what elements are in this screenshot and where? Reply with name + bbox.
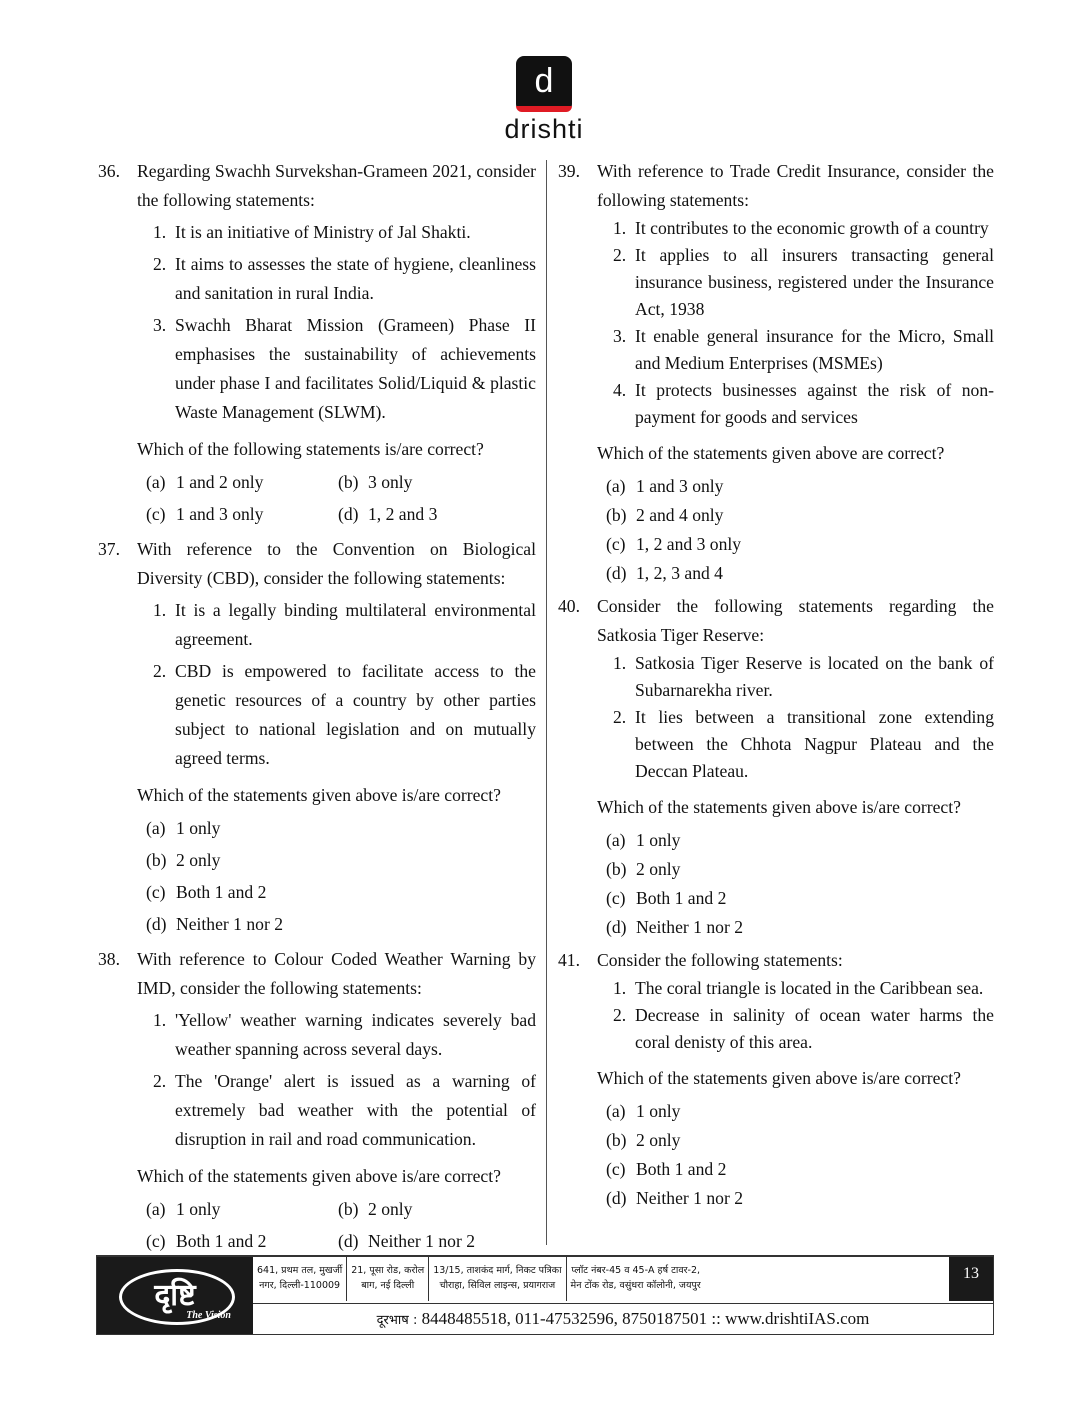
statement-list — [613, 975, 994, 1056]
option — [606, 884, 994, 913]
address-list — [253, 1257, 949, 1301]
statement-text: It is an initiative of Ministry of Jal Shakti. — [175, 222, 471, 242]
question-number: 39. — [558, 161, 580, 181]
question-prompt: Which of the following statements is/are correct? — [137, 439, 484, 459]
statement-text: It enable general insurance for the Micro, Small and Medium Enterprises (MSMEs) — [635, 326, 994, 373]
footer — [96, 1255, 994, 1335]
option — [146, 1227, 338, 1256]
option-label: (c) — [146, 1231, 166, 1251]
question-text: With reference to Trade Credit Insurance, consider the following statements: — [597, 161, 994, 210]
option-list — [606, 472, 994, 588]
option — [606, 559, 994, 588]
option — [146, 814, 536, 843]
statement-number: 2. — [153, 254, 167, 274]
address-line: मेन टोंक रोड, वसुंधरा कॉलोनी, जयपुर — [570, 1280, 701, 1291]
drishti-logo — [497, 56, 591, 145]
option — [606, 1126, 994, 1155]
statement-text: The coral triangle is located in the Caribbean sea. — [635, 978, 984, 998]
logo-tagline: The Vision — [186, 1310, 231, 1321]
statement-list — [613, 650, 994, 785]
option — [146, 1195, 338, 1224]
option — [146, 910, 536, 939]
option — [606, 1097, 994, 1126]
statement-text: It protects businesses against the risk of non-payment for goods and services — [635, 380, 994, 427]
question-text: Regarding Swachh Survekshan-Grameen 2021, consider the following statements: — [137, 161, 536, 210]
option — [146, 468, 338, 497]
question-prompt: Which of the statements given above is/are correct? — [597, 1068, 961, 1088]
option-text: Both 1 and 2 — [176, 1231, 267, 1251]
question-header — [558, 592, 994, 650]
option-label: (d) — [606, 917, 627, 937]
statement-number: 1. — [613, 218, 627, 238]
option-text: Both 1 and 2 — [636, 1159, 727, 1179]
option-text: Both 1 and 2 — [636, 888, 727, 908]
option-text: 1 only — [176, 818, 221, 838]
option-label: (b) — [606, 505, 627, 525]
logo-word: दृष्टि — [154, 1278, 196, 1313]
question-prompt: Which of the statements given above is/are correct? — [137, 785, 501, 805]
option-list — [146, 468, 536, 529]
address-line: नगर, दिल्ली-110009 — [259, 1280, 341, 1291]
statement-number: 2. — [613, 707, 627, 727]
option-text: 1 and 3 only — [176, 504, 264, 524]
option-label: (d) — [606, 1188, 627, 1208]
option — [606, 530, 994, 559]
option-label: (c) — [146, 504, 166, 524]
option-text: 1 only — [636, 830, 681, 850]
option — [606, 1184, 994, 1213]
statement-number: 2. — [613, 1005, 627, 1025]
option-text: Both 1 and 2 — [176, 882, 267, 902]
statement — [613, 242, 994, 323]
statement-text: The 'Orange' alert is issued as a warning of extremely bad weather with the potential of disruption in rail and road communication. — [175, 1071, 536, 1149]
option-text: Neither 1 nor 2 — [176, 914, 283, 934]
address-line: चौराहा, सिविल लाइन्स, प्रयागराज — [439, 1280, 556, 1291]
statement — [613, 650, 994, 704]
option-label: (a) — [606, 830, 626, 850]
address-line: प्लॉट नंबर-45 व 45-A हर्ष टावर-2, — [571, 1265, 701, 1276]
option — [606, 855, 994, 884]
question — [98, 945, 536, 1256]
statement — [153, 1006, 536, 1064]
statement-text: 'Yellow' weather warning indicates severely bad weather spanning across several days. — [175, 1010, 536, 1059]
option-list — [146, 814, 536, 939]
address-item — [347, 1257, 429, 1301]
option-text: 2 only — [176, 850, 221, 870]
question-number: 38. — [98, 949, 120, 969]
statement — [153, 1067, 536, 1154]
question-number: 37. — [98, 539, 120, 559]
address-line: बाग, नई दिल्ली — [361, 1280, 415, 1291]
address-line: 641, प्रथम तल, मुखर्जी — [257, 1265, 343, 1276]
option-text: 1 and 3 only — [636, 476, 724, 496]
option — [146, 878, 536, 907]
option-text: Neither 1 nor 2 — [368, 1231, 475, 1251]
logo-red-bar — [516, 106, 572, 112]
option-label: (b) — [338, 472, 359, 492]
address-item — [429, 1257, 566, 1301]
statement-number: 2. — [613, 245, 627, 265]
address-item — [567, 1257, 705, 1301]
option-label: (a) — [146, 472, 166, 492]
question — [558, 946, 994, 1213]
question-text: With reference to the Convention on Biological Diversity (CBD), consider the following statements: — [137, 539, 536, 588]
option-label: (b) — [146, 850, 167, 870]
question-header — [558, 157, 994, 215]
option-label: (c) — [146, 882, 166, 902]
option-label: (d) — [146, 914, 167, 934]
option-label: (a) — [146, 1199, 166, 1219]
option-text: 3 only — [368, 472, 413, 492]
statement-text: It applies to all insurers transacting general insurance business, registered under the Insurance Act, 1938 — [635, 245, 994, 319]
option-text: 1 and 2 only — [176, 472, 264, 492]
statement — [153, 596, 536, 654]
option-label: (c) — [606, 534, 626, 554]
question — [98, 157, 536, 529]
question-number: 40. — [558, 596, 580, 616]
statement-number: 2. — [153, 1071, 167, 1091]
question — [558, 157, 994, 588]
option — [146, 846, 536, 875]
option-label: (b) — [606, 859, 627, 879]
address-line: 21, पूसा रोड, करोल — [351, 1265, 425, 1276]
option-text: 2 and 4 only — [636, 505, 724, 525]
statement — [613, 215, 994, 242]
statement — [613, 1002, 994, 1056]
statement-text: It contributes to the economic growth of a country — [635, 218, 989, 238]
option-label: (a) — [606, 1101, 626, 1121]
option-label: (a) — [606, 476, 626, 496]
option-label: (b) — [338, 1199, 359, 1219]
statement-list — [153, 1006, 536, 1154]
column-divider — [546, 160, 547, 1245]
question — [98, 535, 536, 939]
statement-number: 3. — [613, 326, 627, 346]
option — [338, 468, 536, 497]
logo-letter: d — [534, 62, 554, 100]
statement-text: It lies between a transitional zone extending between the Chhota Nagpur Plateau and the Deccan Plateau. — [635, 707, 994, 781]
statement — [613, 704, 994, 785]
question-header — [558, 946, 994, 975]
option-text: 1 only — [636, 1101, 681, 1121]
statement-text: Swachh Bharat Mission (Grameen) Phase II emphasises the sustainability of achievements under phase I and facilitates Solid/Liquid & plastic Waste Management (SLWM). — [175, 315, 536, 422]
statement-text: It aims to assesses the state of hygiene, cleanliness and sanitation in rural India. — [175, 254, 536, 303]
option-text: 1, 2 and 3 only — [636, 534, 742, 554]
statement-number: 1. — [153, 600, 167, 620]
logo-mark — [516, 56, 572, 112]
statement-text: Satkosia Tiger Reserve is located on the bank of Subarnarekha river. — [635, 653, 994, 700]
option-text: Neither 1 nor 2 — [636, 1188, 743, 1208]
statement-number: 2. — [153, 661, 167, 681]
question-header — [98, 157, 536, 215]
statement-list — [153, 596, 536, 773]
option-label: (c) — [606, 1159, 626, 1179]
option-label: (b) — [606, 1130, 627, 1150]
option-text: 2 only — [636, 1130, 681, 1150]
question-header — [98, 535, 536, 593]
statement — [153, 657, 536, 773]
option-label: (d) — [338, 1231, 359, 1251]
option — [338, 1195, 536, 1224]
left-column — [98, 157, 536, 1262]
option — [606, 472, 994, 501]
option-list — [606, 1097, 994, 1213]
option-label: (d) — [338, 504, 359, 524]
statement-number: 1. — [153, 1010, 167, 1030]
phone-label: दूरभाष : — [376, 1313, 418, 1328]
statement — [613, 377, 994, 431]
option-text: 2 only — [636, 859, 681, 879]
option-list — [146, 1195, 536, 1256]
statement — [153, 250, 536, 308]
option — [606, 913, 994, 942]
statement-number: 3. — [153, 315, 167, 335]
question-text: Consider the following statements regarding the Satkosia Tiger Reserve: — [597, 596, 994, 645]
phone-text: 8448485518, 011-47532596, 8750187501 :: www.drishtiIAS.com — [421, 1309, 870, 1328]
option — [338, 1227, 536, 1256]
option — [606, 501, 994, 530]
option-label: (c) — [606, 888, 626, 908]
statement-text: CBD is empowered to facilitate access to the genetic resources of a country by other parties subject to national legislation and on mutually agreed terms. — [175, 661, 536, 768]
right-column — [558, 157, 994, 1217]
statement — [613, 323, 994, 377]
option — [606, 1155, 994, 1184]
option-label: (d) — [606, 563, 627, 583]
question-header — [98, 945, 536, 1003]
statement-list — [613, 215, 994, 431]
page-number: 13 — [949, 1257, 993, 1301]
statement-number: 1. — [613, 653, 627, 673]
brand-name: drishti — [504, 114, 584, 144]
question-number: 41. — [558, 950, 580, 970]
question — [558, 592, 994, 942]
statement-number: 1. — [153, 222, 167, 242]
address-item — [253, 1257, 347, 1301]
question-prompt: Which of the statements given above are correct? — [597, 443, 945, 463]
statement-text: It is a legally binding multilateral environmental agreement. — [175, 600, 536, 649]
question-prompt: Which of the statements given above is/are correct? — [597, 797, 961, 817]
statement-number: 1. — [613, 978, 627, 998]
option-text: Neither 1 nor 2 — [636, 917, 743, 937]
statement — [153, 311, 536, 427]
question-number: 36. — [98, 161, 120, 181]
option-text: 2 only — [368, 1199, 413, 1219]
option — [606, 826, 994, 855]
footer-logo — [97, 1257, 253, 1334]
question-prompt: Which of the statements given above is/are correct? — [137, 1166, 501, 1186]
option-text: 1, 2, 3 and 4 — [636, 563, 723, 583]
address-line: 13/15, ताशकंद मार्ग, निकट पत्रिका — [433, 1265, 562, 1276]
option-text: 1 only — [176, 1199, 221, 1219]
statement — [613, 975, 994, 1002]
question-text: With reference to Colour Coded Weather Warning by IMD, consider the following statements: — [137, 949, 536, 998]
statement — [153, 218, 536, 247]
option — [338, 500, 536, 529]
option — [146, 500, 338, 529]
option-text: 1, 2 and 3 — [368, 504, 438, 524]
option-list — [606, 826, 994, 942]
question-text: Consider the following statements: — [597, 950, 843, 970]
statement-list — [153, 218, 536, 427]
statement-text: Decrease in salinity of ocean water harms the coral denisty of this area. — [635, 1005, 994, 1052]
contact-line — [253, 1303, 993, 1334]
statement-number: 4. — [613, 380, 627, 400]
option-label: (a) — [146, 818, 166, 838]
